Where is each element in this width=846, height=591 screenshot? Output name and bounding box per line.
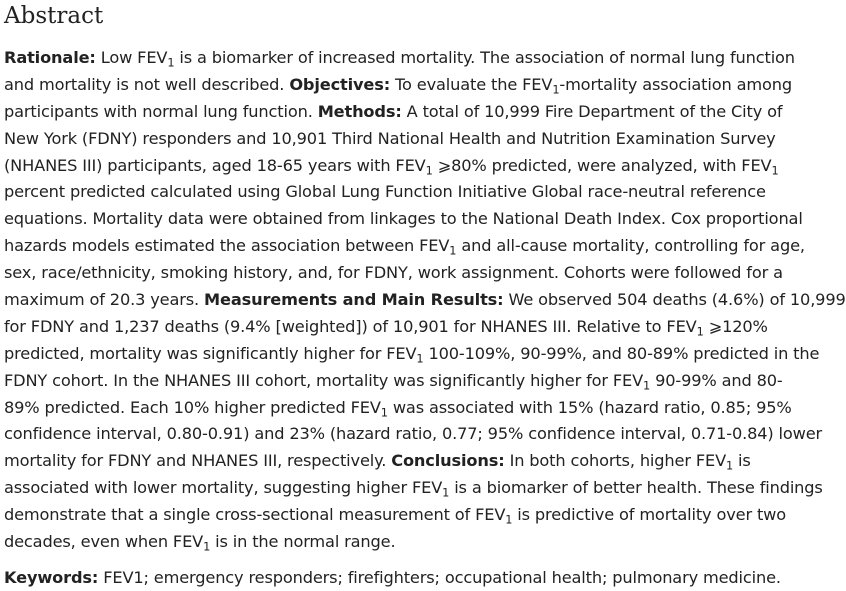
subscript: 1 bbox=[416, 351, 424, 366]
keywords-text: FEV1; emergency responders; firefighters; occupational health; pulmonary medicine. bbox=[98, 568, 781, 587]
abstract-body bbox=[4, 45, 846, 556]
abstract-line bbox=[4, 45, 804, 72]
abstract-line bbox=[4, 448, 804, 475]
abstract-line bbox=[4, 421, 823, 448]
abstract-text: is a biomarker of increased mortality. The association of normal lung function bbox=[174, 48, 795, 67]
subscript: 1 bbox=[552, 82, 560, 97]
section-label: Measurements and Main Results: bbox=[204, 290, 504, 310]
abstract-line bbox=[4, 341, 820, 368]
abstract-text: (NHANES III) participants, aged 18-65 years with FEV bbox=[4, 155, 426, 175]
abstract-line bbox=[4, 99, 804, 126]
abstract-text: is predictive of mortality over two bbox=[512, 505, 787, 525]
abstract-line bbox=[4, 233, 804, 260]
abstract-heading: Abstract bbox=[4, 3, 104, 29]
abstract-text: -mortality association among bbox=[559, 74, 792, 94]
abstract-line bbox=[4, 287, 846, 314]
abstract-line bbox=[4, 395, 804, 422]
abstract-text: and mortality is not well described. bbox=[4, 74, 290, 94]
abstract-line bbox=[4, 368, 804, 395]
abstract-text: FDNY cohort. In the NHANES III cohort, mortality was significantly higher for FEV bbox=[4, 370, 644, 390]
abstract-line bbox=[4, 529, 804, 556]
section-label: Methods: bbox=[317, 101, 402, 121]
subscript: 1 bbox=[203, 539, 211, 554]
subscript: 1 bbox=[167, 55, 175, 70]
keywords-label: Keywords: bbox=[4, 568, 99, 587]
abstract-line bbox=[4, 153, 804, 180]
abstract-line bbox=[4, 72, 804, 99]
abstract-text: is bbox=[733, 451, 751, 471]
subscript: 1 bbox=[425, 162, 433, 177]
keywords-line bbox=[4, 565, 804, 591]
abstract-text: We observed 504 deaths (4.6%) of 10,999 bbox=[503, 290, 846, 310]
subscript: 1 bbox=[643, 378, 651, 393]
abstract-text: associated with lower mortality, suggesting higher FEV bbox=[4, 478, 443, 498]
abstract-text: decades, even when FEV bbox=[4, 532, 204, 552]
abstract-text: and all-cause mortality, controlling for age, bbox=[456, 236, 805, 256]
abstract-line bbox=[4, 502, 804, 529]
subscript: 1 bbox=[442, 485, 450, 500]
subscript: 1 bbox=[380, 404, 388, 419]
abstract-text: demonstrate that a single cross-sectional measurement of FEV bbox=[4, 505, 506, 525]
abstract-text: ⩾120% bbox=[703, 316, 768, 336]
abstract-text: is a biomarker of better health. These findings bbox=[449, 478, 823, 498]
subscript: 1 bbox=[696, 324, 704, 339]
abstract-text: participants with normal lung function. bbox=[4, 101, 318, 121]
abstract-line bbox=[4, 475, 823, 502]
subscript: 1 bbox=[449, 243, 457, 258]
abstract-text: To evaluate the FEV bbox=[390, 74, 553, 94]
abstract-text: maximum of 20.3 years. bbox=[4, 290, 205, 310]
abstract-line bbox=[4, 314, 804, 341]
abstract-text: New York (FDNY) responders and 10,901 Third National Health and Nutrition Examination Survey bbox=[4, 128, 776, 148]
abstract-text: Low FEV bbox=[95, 48, 168, 67]
abstract-line bbox=[4, 260, 804, 287]
section-label: Conclusions: bbox=[391, 451, 505, 471]
abstract-text: for FDNY and 1,237 deaths (9.4% [weighted]) of 10,901 for NHANES III. Relative to FEV bbox=[4, 316, 697, 336]
abstract-line bbox=[4, 206, 804, 233]
abstract-text: hazards models estimated the association between FEV bbox=[4, 236, 450, 256]
abstract-line bbox=[4, 179, 804, 206]
subscript: 1 bbox=[726, 458, 734, 473]
abstract-text: predicted, mortality was significantly higher for FEV bbox=[4, 343, 417, 363]
abstract-line bbox=[4, 126, 804, 153]
section-label: Rationale: bbox=[4, 48, 96, 67]
abstract-text: is in the normal range. bbox=[210, 532, 396, 552]
subscript: 1 bbox=[771, 162, 779, 177]
abstract-text: mortality for FDNY and NHANES III, respectively. bbox=[4, 451, 392, 471]
subscript: 1 bbox=[505, 512, 513, 527]
section-label: Objectives: bbox=[289, 74, 391, 94]
abstract-text: sex, race/ethnicity, smoking history, and, for FDNY, work assignment. Cohorts were followed for a bbox=[4, 263, 783, 283]
abstract-text: percent predicted calculated using Global Lung Function Initiative Global race-neutral reference bbox=[4, 182, 766, 202]
abstract-text: A total of 10,999 Fire Department of the City of bbox=[401, 101, 783, 121]
abstract-text: confidence interval, 0.80-0.91) and 23% (hazard ratio, 0.77; 95% confidence interval, 0.71-0.84) lower bbox=[4, 424, 823, 444]
abstract-text: In both cohorts, higher FEV bbox=[504, 451, 726, 471]
abstract-text: 89% predicted. Each 10% higher predicted FEV bbox=[4, 397, 381, 417]
abstract-text: 90-99% and 80- bbox=[650, 370, 783, 390]
abstract-text: equations. Mortality data were obtained from linkages to the National Death Index. Cox proportional bbox=[4, 209, 803, 229]
abstract-text: was associated with 15% (hazard ratio, 0.85; 95% bbox=[387, 397, 792, 417]
abstract-text: 100-109%, 90-99%, and 80-89% predicted in the bbox=[423, 343, 820, 363]
abstract-text: ⩾80% predicted, were analyzed, with FEV bbox=[432, 155, 772, 175]
